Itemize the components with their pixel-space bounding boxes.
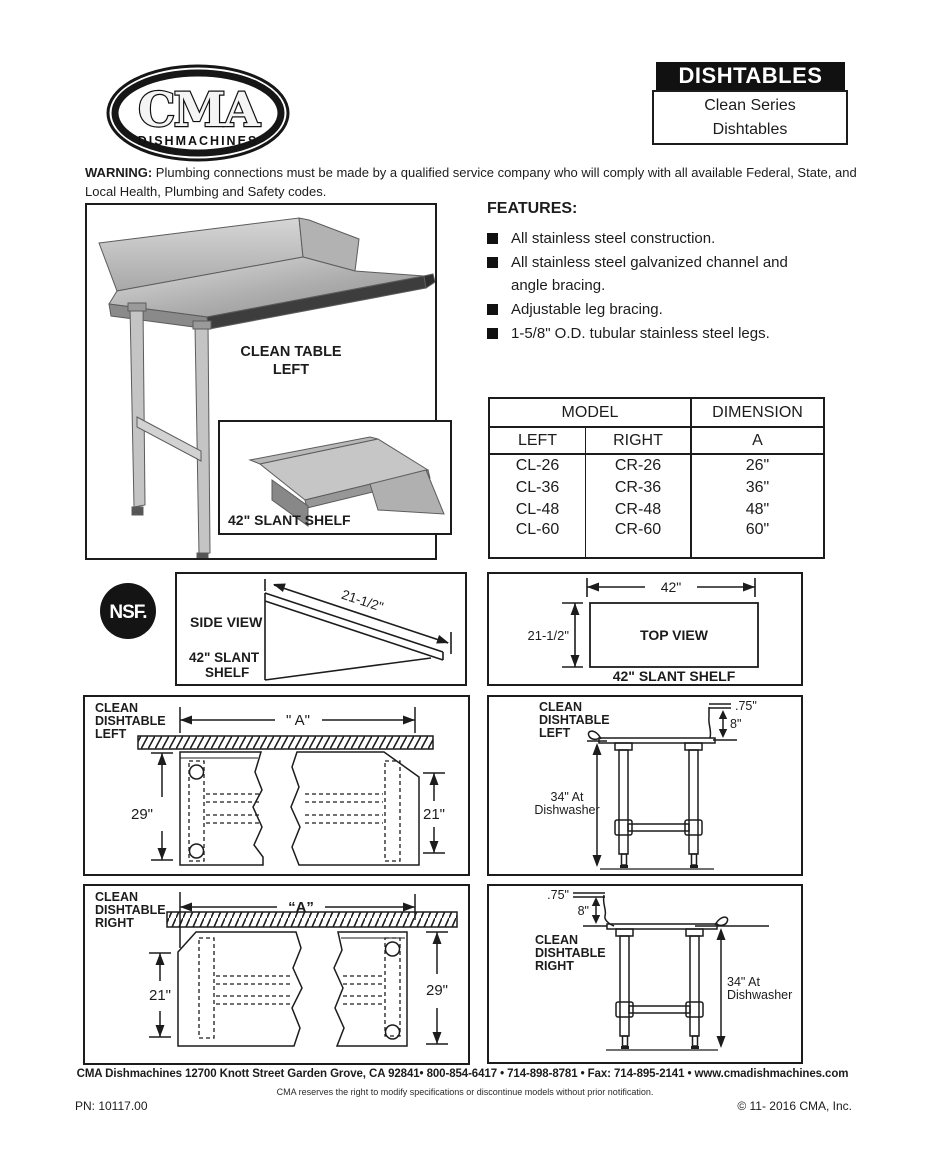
elevation-right-drawing bbox=[489, 886, 801, 1062]
plan-left-label2: DISHTABLE bbox=[95, 714, 166, 728]
model-right-cell: CR-60 bbox=[586, 521, 692, 558]
main-caption-line2: LEFT bbox=[272, 362, 310, 378]
square-bullet-icon bbox=[487, 233, 498, 244]
elev-left-label2: DISHTABLE bbox=[539, 713, 610, 727]
side-view-caption-line1: 42" SLANT bbox=[189, 650, 260, 665]
model-left-cell: CL-36 bbox=[489, 477, 586, 499]
top-view-panel bbox=[487, 572, 803, 686]
elevation-right-panel bbox=[487, 884, 803, 1064]
plan-left-label1: CLEAN bbox=[95, 701, 139, 715]
plan-left-panel bbox=[83, 695, 470, 876]
elev-right-label2: DISHTABLE bbox=[535, 946, 606, 960]
elevation-left-panel bbox=[487, 695, 803, 876]
plan-right-dim-21: 21" bbox=[148, 987, 172, 1004]
feature-text: Adjustable leg bracing. bbox=[511, 301, 663, 318]
elev-right-dim-h1: 34" At bbox=[727, 975, 760, 989]
banner-series-line1: Clean Series bbox=[704, 97, 796, 114]
elev-right-label3: RIGHT bbox=[535, 959, 574, 973]
elev-right-dim-return: .75" bbox=[547, 888, 569, 902]
feature-item bbox=[487, 251, 805, 297]
warning-text bbox=[85, 164, 883, 202]
features-heading: FEATURES: bbox=[487, 200, 578, 217]
top-view-title: TOP VIEW bbox=[640, 627, 708, 643]
table-header-model: MODEL bbox=[489, 398, 691, 427]
slant-shelf-illustration bbox=[220, 422, 450, 533]
elev-left-label3: LEFT bbox=[539, 726, 571, 740]
feature-text: All stainless steel galvanized channel and angle bracing. bbox=[511, 254, 788, 294]
table-header-left: LEFT bbox=[489, 427, 586, 454]
slant-shelf-inset-panel bbox=[218, 420, 452, 535]
banner-series-box bbox=[652, 90, 848, 145]
square-bullet-icon bbox=[487, 257, 498, 268]
feature-item bbox=[487, 322, 805, 345]
elev-left-label1: CLEAN bbox=[539, 700, 583, 714]
footer-address: CMA Dishmachines 12700 Knott Street Garden Grove, CA 92841• 800-854-6417 • 714-898-8781 • Fax: 714-895-2141 • www.cmadishmachines.com bbox=[76, 1068, 849, 1080]
side-view-panel bbox=[175, 572, 467, 686]
top-view-depth-dim: 21-1/2" bbox=[527, 628, 569, 643]
model-left-cell: CL-26 bbox=[489, 454, 586, 477]
dimension-a-cell: 48" bbox=[745, 501, 770, 518]
warning-body: Plumbing connections must be made by a qualified service company who will comply with all available Federal, State, and Local Health, Plumbing and Safety codes. bbox=[85, 165, 857, 199]
feature-item bbox=[487, 298, 805, 321]
plan-left-dim-21: 21" bbox=[422, 806, 446, 823]
table-header-a: A bbox=[691, 427, 824, 454]
logo-tagline: DISHMACHINES bbox=[137, 134, 259, 148]
side-view-caption-line2: SHELF bbox=[205, 665, 250, 680]
table-row bbox=[489, 454, 824, 477]
table-row bbox=[489, 477, 824, 499]
elev-left-dim-h1: 34" At bbox=[550, 790, 584, 804]
plan-right-dim-a: “A” bbox=[288, 899, 314, 916]
table-header-dimension: DIMENSION bbox=[691, 398, 824, 427]
model-right-cell: CR-26 bbox=[586, 454, 692, 477]
logo-brand: CMA bbox=[138, 83, 258, 138]
top-view-caption: 42" SLANT SHELF bbox=[612, 668, 736, 684]
plan-left-dim-a: " A" bbox=[286, 712, 310, 729]
feature-item bbox=[487, 227, 805, 250]
main-caption-line1: CLEAN TABLE bbox=[240, 344, 342, 360]
model-left-cell: CL-60 bbox=[489, 521, 586, 558]
banner-series-line2: Dishtables bbox=[712, 121, 788, 138]
plan-right-label2: DISHTABLE bbox=[95, 903, 166, 917]
footer-disclaimer: CMA reserves the right to modify specifications or discontinue models without prior notification. bbox=[276, 1087, 654, 1097]
plan-left-drawing bbox=[85, 697, 468, 874]
dimension-a-cell: 26" bbox=[745, 457, 770, 474]
dimension-a-cell: 36" bbox=[745, 479, 770, 496]
table-header-right: RIGHT bbox=[586, 427, 692, 454]
top-view-drawing bbox=[489, 574, 801, 684]
side-view-slant-dim: 21-1/2" bbox=[339, 586, 386, 615]
plan-right-label3: RIGHT bbox=[95, 916, 134, 930]
banner-title: DISHTABLES bbox=[656, 62, 845, 90]
cma-logo bbox=[102, 63, 294, 165]
top-view-width-dim: 42" bbox=[660, 579, 682, 595]
plan-right-panel bbox=[83, 884, 470, 1065]
table-row bbox=[489, 499, 824, 521]
elev-right-dim-h2: Dishwasher bbox=[727, 988, 793, 1002]
side-view-title: SIDE VIEW bbox=[190, 614, 263, 630]
copyright: © 11- 2016 CMA, Inc. bbox=[737, 1099, 852, 1113]
features-section bbox=[487, 200, 817, 345]
model-left-cell: CL-48 bbox=[489, 499, 586, 521]
elev-left-dim-splash: 8" bbox=[730, 717, 742, 731]
nsf-label: NSF. bbox=[109, 602, 147, 623]
model-right-cell: CR-48 bbox=[586, 499, 692, 521]
elev-right-dim-splash: 8" bbox=[577, 904, 589, 918]
feature-text: All stainless steel construction. bbox=[511, 230, 716, 247]
dimension-a-cell: 60" bbox=[745, 521, 770, 538]
plan-right-label1: CLEAN bbox=[95, 890, 139, 904]
inset-caption: 42" SLANT SHELF bbox=[228, 512, 351, 528]
elev-right-label1: CLEAN bbox=[535, 933, 579, 947]
square-bullet-icon bbox=[487, 304, 498, 315]
feature-text: 1-5/8" O.D. tubular stainless steel legs. bbox=[511, 325, 770, 342]
elev-left-dim-h2: Dishwasher bbox=[534, 803, 600, 817]
plan-left-dim-29: 29" bbox=[130, 806, 154, 823]
model-right-cell: CR-36 bbox=[586, 477, 692, 499]
plan-left-label3: LEFT bbox=[95, 727, 127, 741]
elev-left-dim-return: .75" bbox=[735, 699, 757, 713]
warning-label: WARNING: bbox=[85, 165, 153, 180]
table-row bbox=[489, 521, 824, 558]
elevation-left-drawing bbox=[489, 697, 801, 874]
plan-right-drawing bbox=[85, 886, 468, 1063]
model-dimension-table bbox=[488, 397, 825, 559]
part-number: PN: 10117.00 bbox=[75, 1099, 148, 1113]
nsf-logo bbox=[98, 581, 158, 641]
square-bullet-icon bbox=[487, 328, 498, 339]
side-view-drawing bbox=[177, 574, 465, 684]
plan-right-dim-29: 29" bbox=[425, 982, 449, 999]
